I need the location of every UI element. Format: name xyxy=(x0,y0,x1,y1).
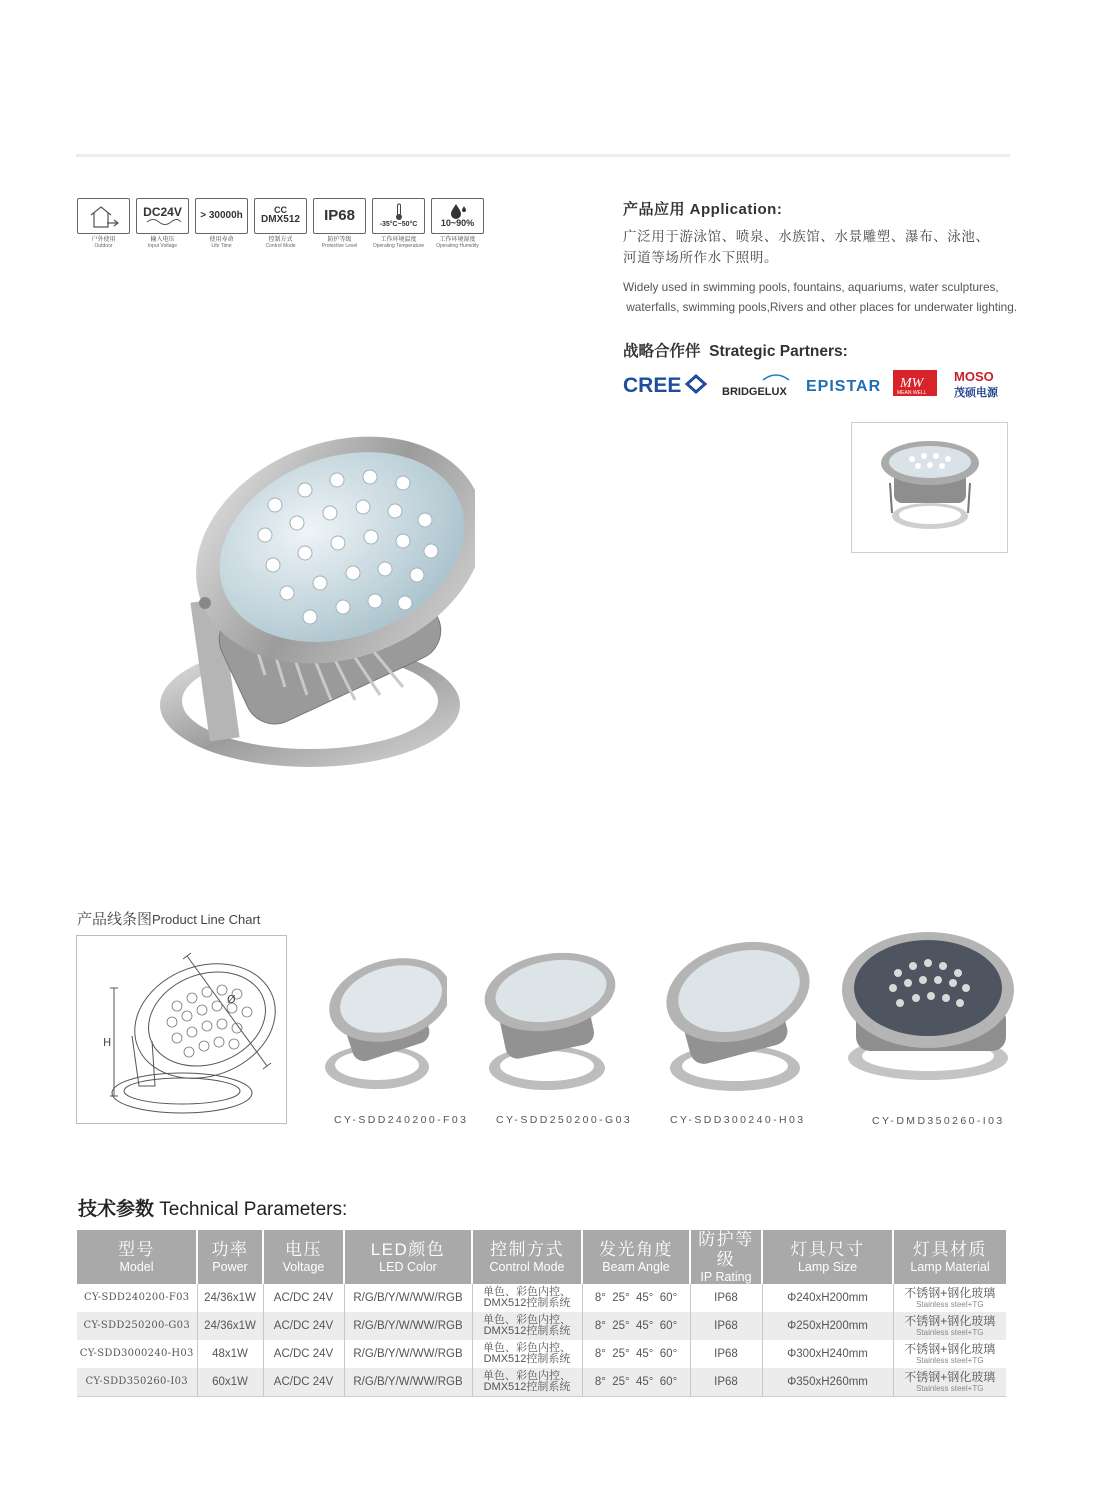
product-line-chart-title: 产品线条图Product Line Chart xyxy=(77,911,261,928)
header-voltage: 电压 Voltage xyxy=(263,1230,344,1284)
header-led-color: LED颜色 LED Color xyxy=(344,1230,472,1284)
table-row: CY-SDD350260-I03 60x1W AC/DC 24V R/G/B/Y/W/WW/RGB 单色、彩色内控、 DMX512控制系统 8° 25° 45° 60° IP68 Φ350xH260mm 不锈钢+钢化玻璃 Stainless steel+TG xyxy=(77,1368,1006,1397)
svg-text:MEAN WELL: MEAN WELL xyxy=(897,390,927,396)
application-title: 产品应用 Application: xyxy=(623,201,783,218)
spec-lifetime: > 30000h 使用寿命 Life Time xyxy=(194,198,249,249)
header-power: 功率 Power xyxy=(197,1230,263,1284)
moso-logo xyxy=(954,369,999,399)
table-row: CY-SDD250200-G03 24/36x1W AC/DC 24V R/G/B/Y/W/WW/RGB 单色、彩色内控、 DMX512控制系统 8° 25° 45° 60° IP68 Φ250xH200mm 不锈钢+钢化玻璃 Stainless steel+TG xyxy=(77,1312,1006,1340)
outdoor-house-icon xyxy=(77,198,130,234)
application-en: Widely used in swimming pools, fountains, aquariums, water sculptures, waterfalls, swimming pools,Rivers and other places for underwater lighting. xyxy=(623,280,1018,314)
header-control-mode: 控制方式 Control Mode xyxy=(472,1230,582,1284)
spec-ip: IP68 防护等级 Protective Level xyxy=(312,198,367,249)
meanwell-logo xyxy=(893,370,937,396)
svg-text:EPISTAR: EPISTAR xyxy=(806,378,882,395)
product-model-label: CY-SDD300240-H03 xyxy=(670,1114,806,1126)
spec-temperature: -35°C~50°C 工作环境温度 Operating Temperature xyxy=(371,198,426,249)
thermometer-icon xyxy=(394,203,404,221)
spec-control: CC DMX512 控制方式 Control Mode xyxy=(253,198,308,249)
svg-text:MOSO: MOSO xyxy=(954,369,994,384)
header-model: 型号 Model xyxy=(77,1230,197,1284)
product-image-4 xyxy=(838,928,1018,1088)
header-lamp-size: 灯具尺寸 Lamp Size xyxy=(762,1230,893,1284)
spec-humidity: 10~90% 工作环境湿度 Operating Humidity xyxy=(430,198,485,249)
product-model-label: CY-SDD240200-F03 xyxy=(334,1114,469,1126)
svg-text:Ø: Ø xyxy=(227,993,236,1006)
svg-text:H: H xyxy=(103,1036,112,1049)
product-thumbnail xyxy=(851,422,1008,553)
product-line-drawing xyxy=(76,935,287,1124)
epistar-logo xyxy=(806,378,881,395)
svg-text:MW: MW xyxy=(900,376,924,391)
header-beam-angle: 发光角度 Beam Angle xyxy=(582,1230,690,1284)
header-ip-rating: 防护等级 IP Rating xyxy=(690,1230,762,1284)
application-section xyxy=(623,198,1063,317)
bridgelux-logo xyxy=(722,375,789,398)
tech-params-title: 技术参数 Technical Parameters: xyxy=(78,1199,348,1220)
table-row: CY-SDD3000240-H03 48x1W AC/DC 24V R/G/B/Y/W/WW/RGB 单色、彩色内控、 DMX512控制系统 8° 25° 45° 60° IP68 Φ300xH240mm 不锈钢+钢化玻璃 Stainless steel+TG xyxy=(77,1340,1006,1368)
table-row: CY-SDD240200-F03 24/36x1W AC/DC 24V R/G/B/Y/W/WW/RGB 单色、彩色内控、 DMX512控制系统 8° 25° 45° 60° IP68 Φ240xH200mm 不锈钢+钢化玻璃 Stainless steel+TG xyxy=(77,1284,1006,1312)
svg-text:茂硕电源: 茂硕电源 xyxy=(954,386,998,399)
product-model-label: CY-SDD250200-G03 xyxy=(496,1114,633,1126)
table-header-row xyxy=(77,1230,1006,1284)
application-cn: 广泛用于游泳馆、喷泉、水族馆、水景雕塑、瀑布、泳池、 河道等场所作水下照明。 xyxy=(623,229,990,265)
partner-logos xyxy=(623,368,1013,402)
product-model-label: CY-DMD350260-I03 xyxy=(872,1115,1005,1127)
partners-title: 战略合作伴 Strategic Partners: xyxy=(623,343,848,360)
spec-voltage: DC24V 输入电压 Input Voltage xyxy=(135,198,190,249)
spec-outdoor: 户外使用 Outdoor xyxy=(76,198,131,249)
humidity-drop-icon xyxy=(447,203,469,219)
product-image-1 xyxy=(322,955,447,1095)
top-divider xyxy=(76,154,1010,157)
tech-params-table xyxy=(77,1230,1006,1397)
product-image-2 xyxy=(482,950,617,1095)
product-image-3 xyxy=(660,940,810,1095)
spec-icon-row xyxy=(76,198,485,249)
voltage-wave-icon xyxy=(145,218,181,226)
header-lamp-material: 灯具材质 Lamp Material xyxy=(893,1230,1006,1284)
cree-logo xyxy=(623,374,705,397)
svg-text:CREE: CREE xyxy=(623,374,682,397)
product-hero-image xyxy=(155,425,475,775)
svg-text:BRIDGELUX: BRIDGELUX xyxy=(722,386,787,398)
